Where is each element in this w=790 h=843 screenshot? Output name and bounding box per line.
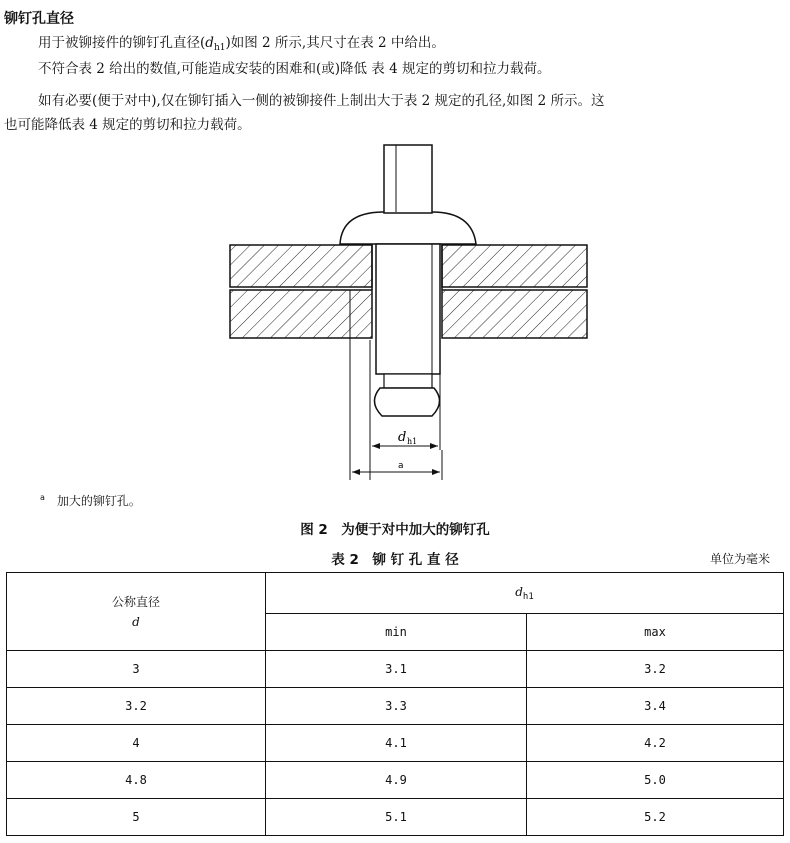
cell-min: 4.9 — [266, 762, 527, 799]
cell-min: 5.1 — [266, 799, 527, 836]
paragraph-nonconforming: 不符合表 2 给出的数值,可能造成安装的困难和(或)降低 表 4 规定的剪切和拉力载荷。 — [38, 61, 551, 77]
dh1-label-sub: h1 — [407, 437, 418, 446]
header-dh1-sub: h1 — [522, 591, 534, 602]
table-header-row — [7, 573, 784, 614]
footnote-text: 加大的铆钉孔。 — [56, 494, 141, 508]
rivet-hole-table — [6, 572, 784, 836]
cell-max: 5.2 — [527, 799, 784, 836]
lower-plate-left — [230, 290, 372, 338]
footnote-marker: a — [40, 493, 45, 502]
table-row — [7, 725, 784, 762]
p1-symbol-sub: h1 — [213, 43, 226, 53]
cell-max: 3.4 — [527, 688, 784, 725]
cell-max: 5.0 — [527, 762, 784, 799]
cell-nominal: 5 — [7, 799, 266, 836]
a-label: a — [398, 461, 404, 471]
upper-plate-right — [442, 245, 587, 287]
lower-plate-right — [442, 290, 587, 338]
header-nominal-label: 公称直径 — [111, 594, 160, 609]
rivet-body — [376, 244, 440, 374]
rivet-head — [340, 212, 476, 244]
p1-text-after: )如图 2 所示,其尺寸在表 2 中给出。 — [225, 35, 445, 51]
dh1-label: d — [398, 430, 407, 445]
paragraph-alignment-line1: 如有必要(便于对中),仅在铆钉插入一侧的被铆接件上制出大于表 2 规定的孔径,如图 2 所示。这 — [38, 93, 605, 109]
table-row — [7, 799, 784, 836]
p1-text-before: 用于被铆接件的铆钉孔直径( — [38, 35, 206, 51]
header-nominal — [7, 573, 266, 651]
cell-nominal: 4 — [7, 725, 266, 762]
cell-min: 3.1 — [266, 651, 527, 688]
cell-nominal: 3 — [7, 651, 266, 688]
p1-symbol: d — [205, 35, 214, 51]
header-nominal-symbol: d — [132, 614, 140, 629]
section-heading: 铆钉孔直径 — [4, 11, 74, 27]
mandrel-head — [374, 388, 439, 416]
cell-nominal: 3.2 — [7, 688, 266, 725]
table-unit: 单位为毫米 — [709, 552, 770, 566]
figure-footnote — [40, 492, 141, 509]
table-row — [7, 762, 784, 799]
cell-nominal: 4.8 — [7, 762, 266, 799]
paragraph-alignment-line2: 也可能降低表 4 规定的剪切和拉力载荷。 — [4, 117, 251, 133]
cell-max: 3.2 — [527, 651, 784, 688]
figure-caption: 图 2 为便于对中加大的铆钉孔 — [300, 522, 490, 538]
cell-max: 4.2 — [527, 725, 784, 762]
mandrel-stem — [384, 145, 432, 213]
header-min: min — [266, 614, 527, 651]
cell-min: 3.3 — [266, 688, 527, 725]
table-title: 表 2 铆 钉 孔 直 径 — [331, 552, 459, 568]
table-row — [7, 651, 784, 688]
upper-plate-left — [230, 245, 372, 287]
header-dh1-symbol: d — [515, 584, 523, 599]
header-max: max — [527, 614, 784, 651]
cell-min: 4.1 — [266, 725, 527, 762]
header-dh1 — [266, 573, 784, 614]
table-row — [7, 688, 784, 725]
